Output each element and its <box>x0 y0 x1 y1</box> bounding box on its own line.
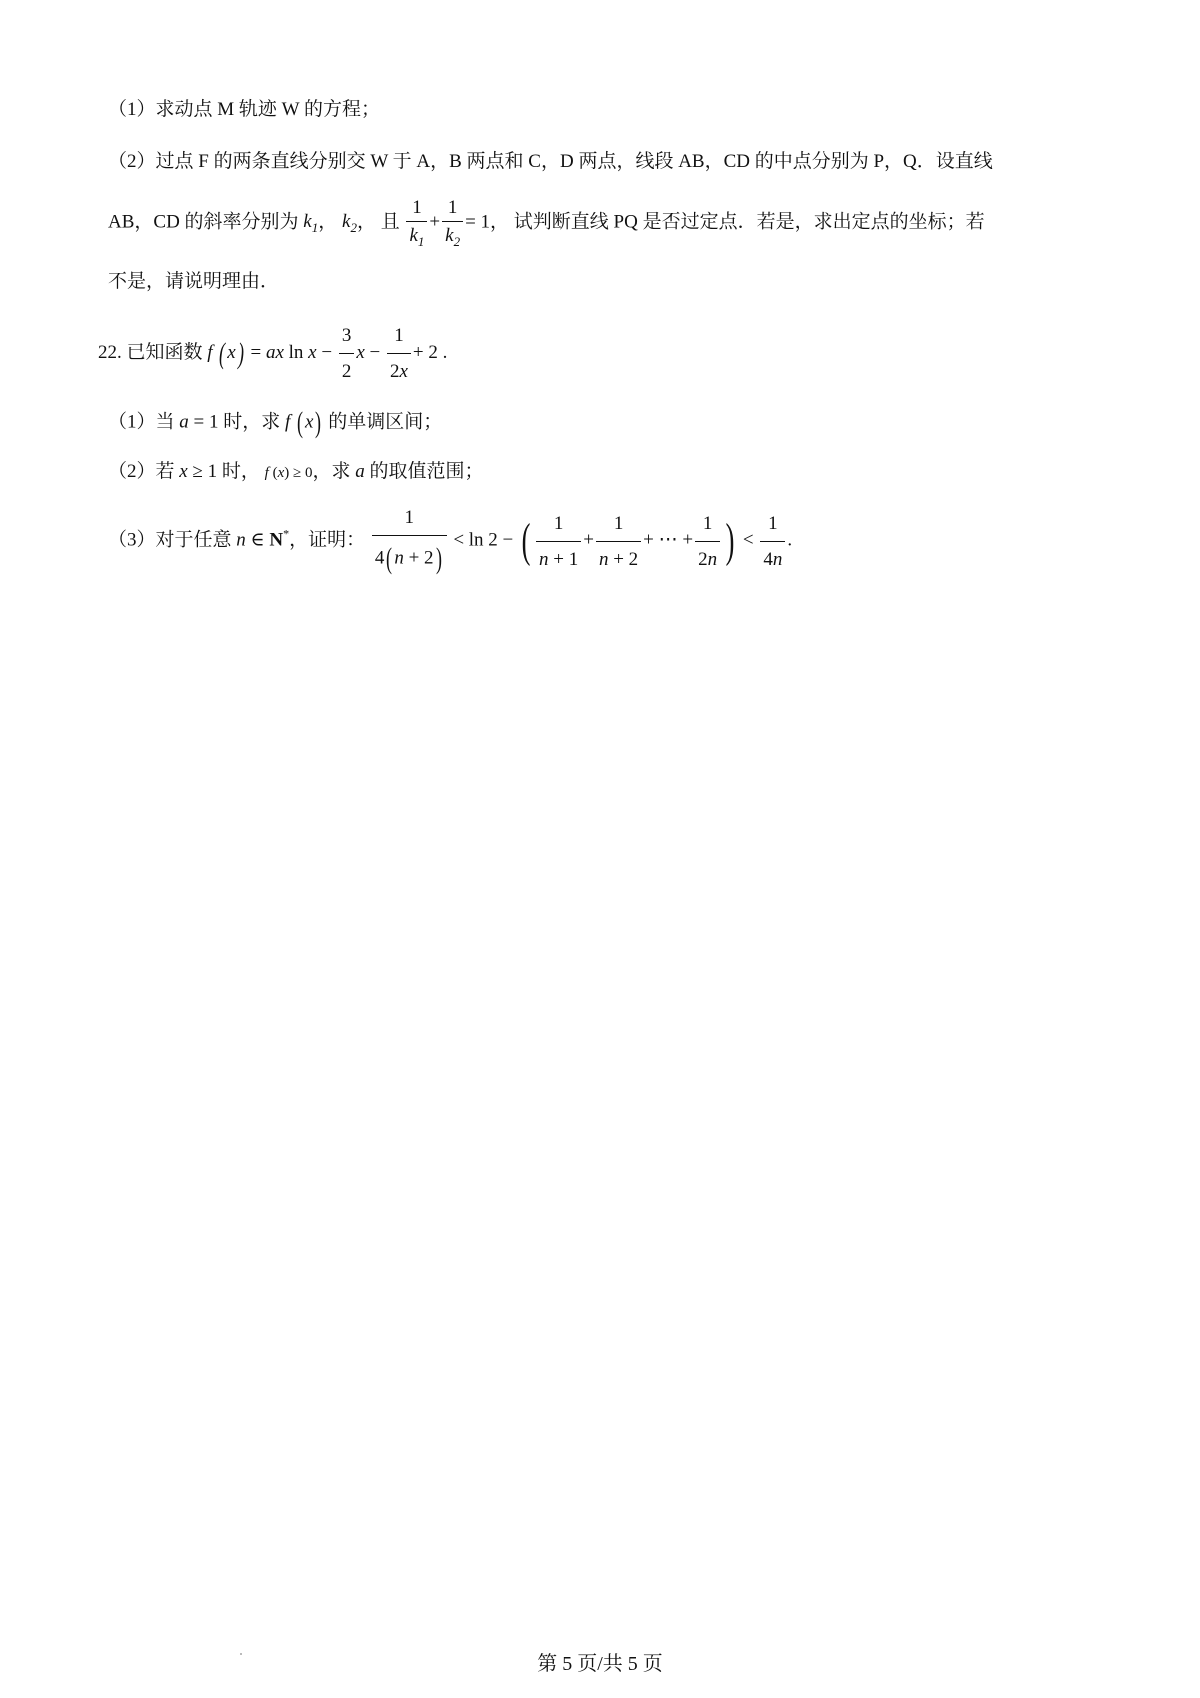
q22-part3: （3）对于任意 n ∈ N*，证明： $\frac{1}{4( n + 2)}$ < ln 2 − ( $\frac{1}{n + 1}$ + $\frac{1}{n + 2}$ + ⋯ + $\frac{1}{2n}$ ) < $\frac{1}{4n}$ . <box>108 507 793 575</box>
q22-stem-text: 已知函数 <box>126 341 203 363</box>
q22-stem: 22. 已知函数 f ( x) = ax ln x − $\frac{3}{2}$ x − $\frac{1}{2x}$ + 2 . <box>98 325 448 382</box>
fraction-3-over-2: $\frac{3}{2}$ <box>339 326 355 381</box>
q22-part1-b: 时，求 <box>223 411 281 433</box>
q22-part2-b: 时， <box>221 461 260 482</box>
k2-symbol: $k_2$ <box>342 211 357 236</box>
page-footer: 第 5 页/共 5 页 <box>537 1653 663 1675</box>
q21-part2-line1 <box>108 152 993 171</box>
q22-part2-d: 的取值范围； <box>369 461 484 482</box>
fraction-1-over-2n: $\frac{1}{2n}$ <box>695 514 720 569</box>
q22-number: 22. <box>98 341 122 363</box>
fraction-1-over-k2: $\frac{1}{k_2}$ <box>442 198 463 248</box>
fraction-1-over-n-plus-1: $\frac{1}{n + 1}$ <box>536 514 581 569</box>
q22-part1-c: 的单调区间； <box>328 411 443 433</box>
fraction-1-over-k1: $\frac{1}{k_1}$ <box>406 198 427 248</box>
q21-part2-line1-text: （2）过点 F 的两条直线分别交 W 于 A，B 两点和 C，D 两点，线段 AB，CD 的中点分别为 P，Q．设直线 <box>108 151 993 172</box>
fraction-1-over-n-plus-2: $\frac{1}{n + 2}$ <box>596 514 641 569</box>
q22-part2-c: ，求 <box>312 461 351 482</box>
q21-part2-line2: AB，CD 的斜率分别为 $k_1$， $k_2$， 且 $\frac{1}{k_1}$ + $\frac{1}{k_2}$ = 1， 试判断直线 PQ 是否过定点．若是，求出定点的坐标；若 <box>108 197 985 249</box>
q22-part2: （2）若 x ≥ 1 时， f (x) ≥ 0，求 a 的取值范围； <box>108 461 484 482</box>
q21-part1 <box>108 100 380 119</box>
q22-part3-a: （3）对于任意 <box>108 529 232 551</box>
q21-part2-line2-a: AB，CD 的斜率分别为 <box>108 211 299 233</box>
q21-part1-text: （1）求动点 M 轨迹 W 的方程； <box>108 99 380 120</box>
fraction-1-over-4n: $\frac{1}{4n}$ <box>760 514 785 569</box>
q21-part2-line2-c: 试判断直线 PQ 是否过定点．若是，求出定点的坐标；若 <box>513 211 985 233</box>
q21-part2-line3-text: 不是，请说明理由． <box>108 271 280 292</box>
fraction-1-over-2x: $\frac{1}{2x}$ <box>387 326 411 381</box>
q21-part2-line2-b: 且 <box>380 211 400 233</box>
q21-part2-line3 <box>108 272 279 291</box>
q22-part1-a: （1）当 <box>108 411 175 433</box>
q22-part2-a: （2）若 <box>108 461 175 482</box>
fraction-1-over-4n-plus-2: $\frac{1}{4( n + 2)}$ <box>372 508 447 574</box>
function-f-of-x: f ( x) <box>207 336 244 370</box>
q22-part1: （1）当 a = 1 时，求 f ( x) 的单调区间； <box>108 406 443 439</box>
q22-part3-b: ，证明： <box>289 529 366 551</box>
k1-symbol: $k_1$ <box>303 211 319 236</box>
